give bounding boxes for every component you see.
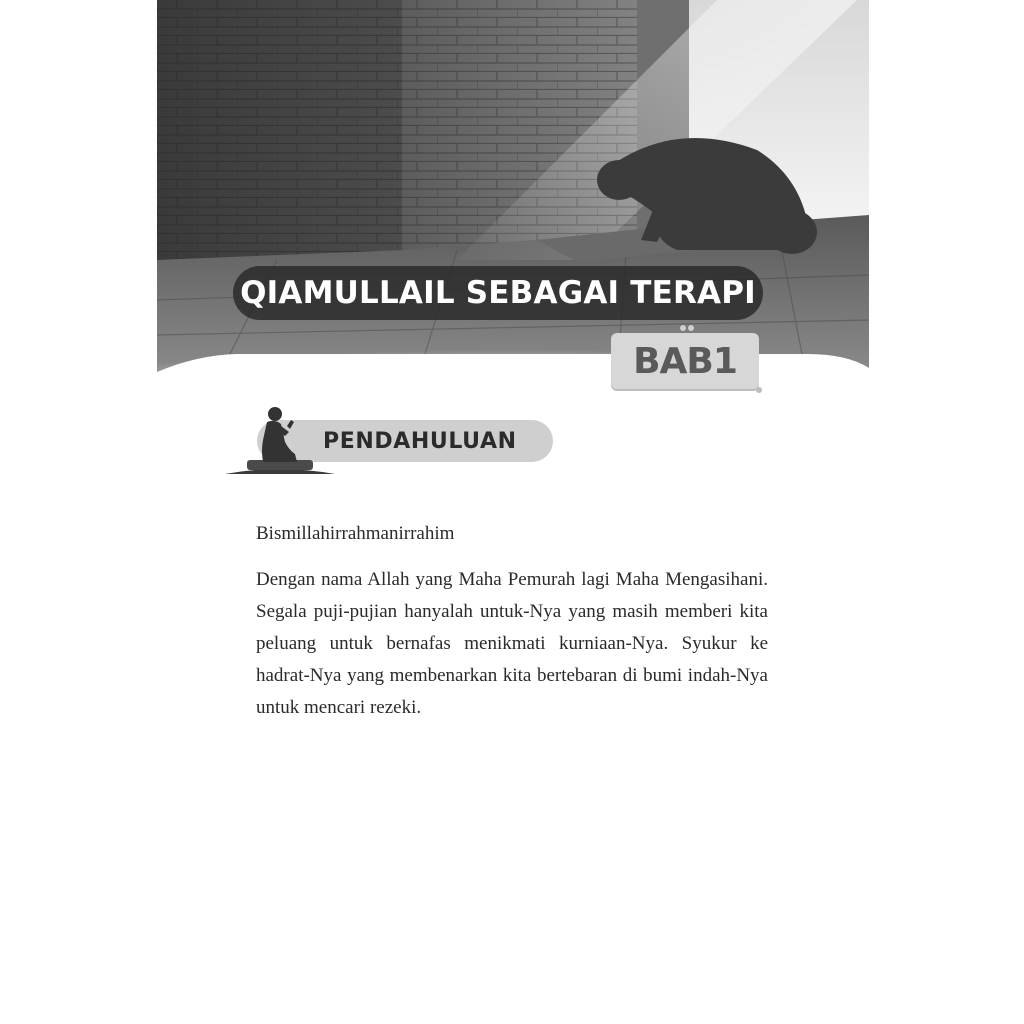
body-text xyxy=(256,518,768,724)
chapter-number-badge: BAB1 xyxy=(611,333,759,389)
section-heading xyxy=(223,400,563,480)
intro-paragraph: Dengan nama Allah yang Maha Pemurah lagi Maha Mengasihani. Segala puji-pujian hanyalah untuk-Nya yang masih memberi kita peluang untuk bernafas menikmati kurniaan-Nya. Syukur ke hadrat-Nya yang membenarkan kita bertebaran di bumi indah-Nya untuk mencari rezeki. xyxy=(256,569,768,718)
chapter-banner-image xyxy=(157,0,869,380)
book-page xyxy=(157,0,869,1024)
section-heading-label: PENDAHULUAN xyxy=(323,429,517,454)
chapter-title: QIAMULLAIL SEBAGAI TERAPI xyxy=(233,266,763,320)
opening-line: Bismillahirrahmanirrahim xyxy=(256,523,455,544)
